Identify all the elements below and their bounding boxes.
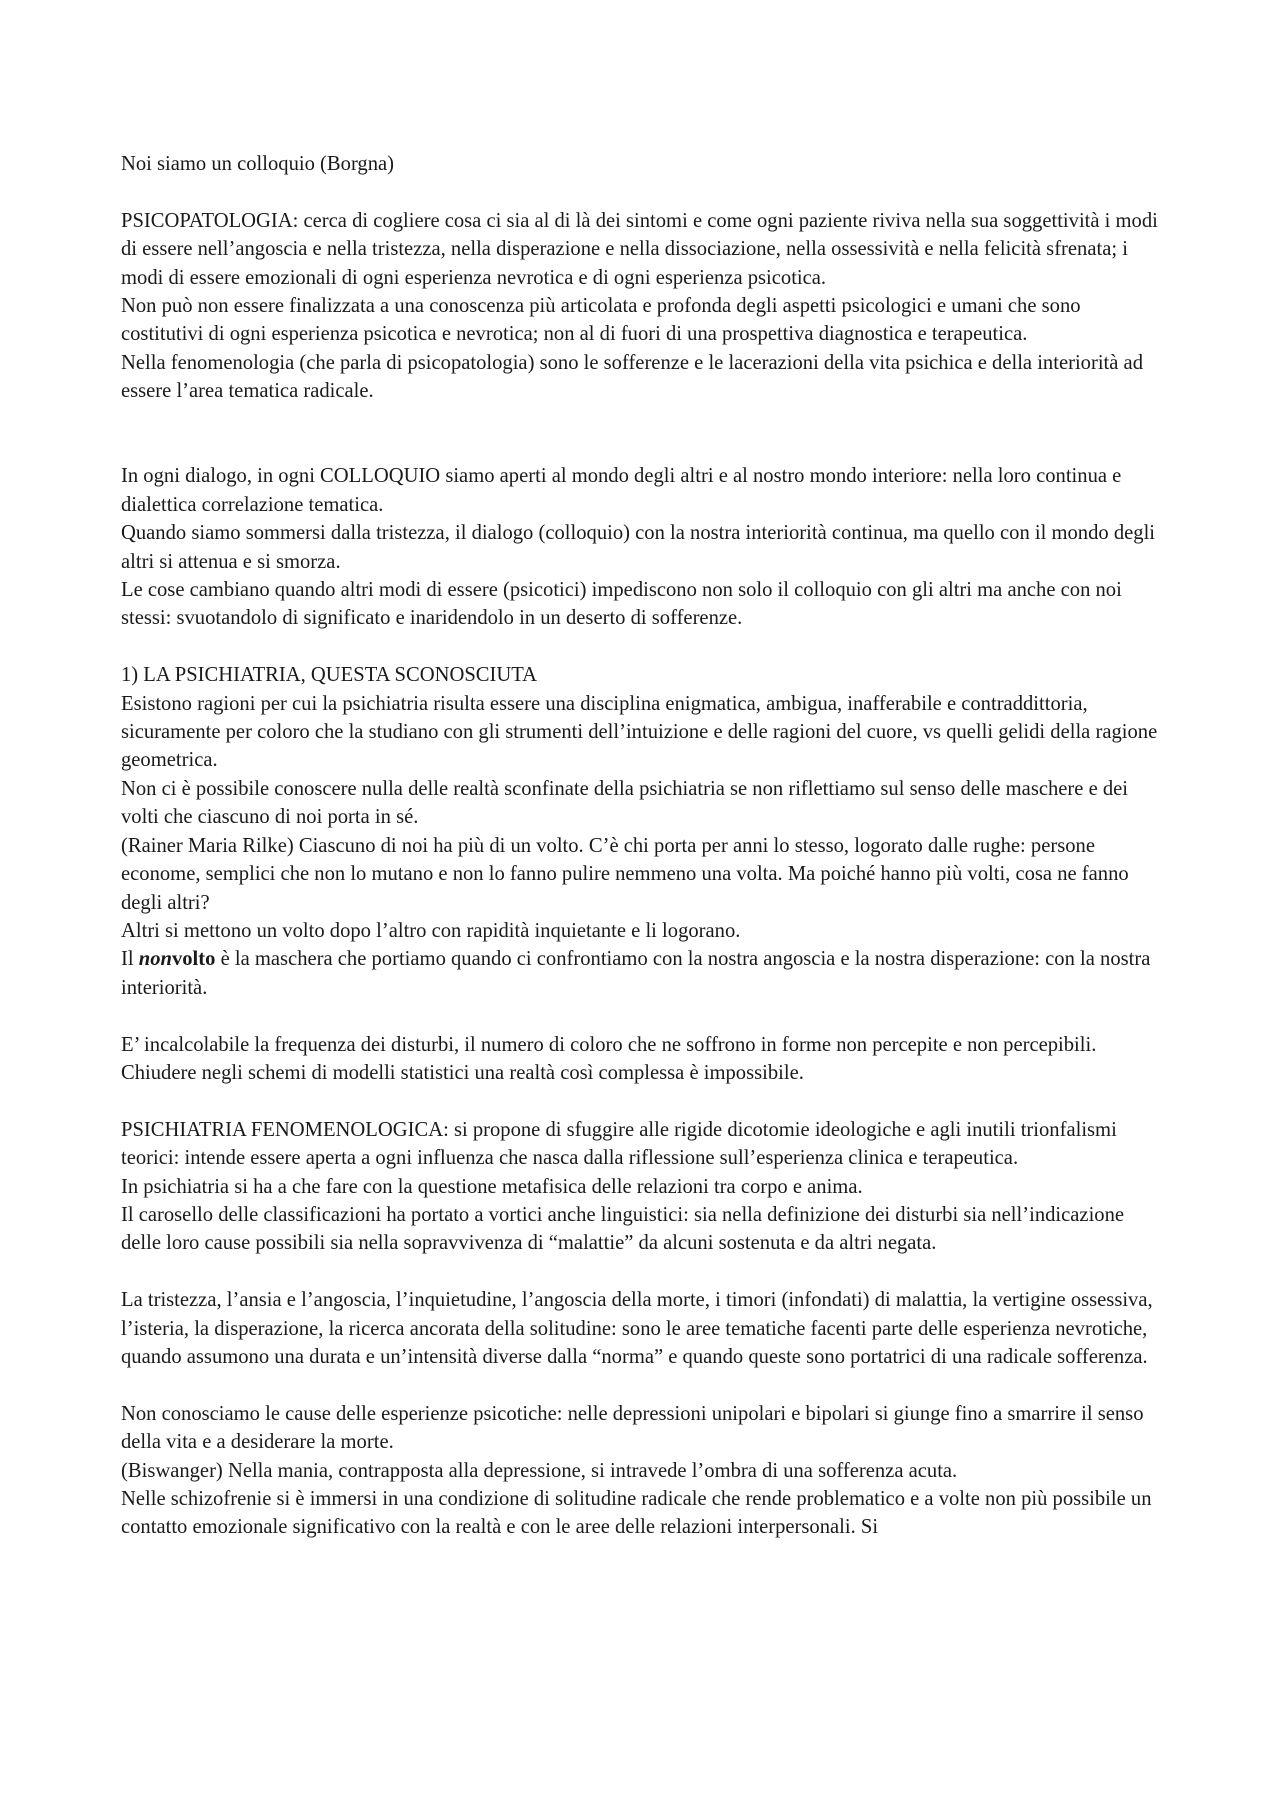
paragraph-cose: Le cose cambiano quando altri modi di essere (psicotici) impediscono non solo il colloquio con gli altri ma anche con noi stessi: svuotandolo di significato e inaridendolo in un deserto di sofferenze. [121, 579, 1122, 630]
paragraph-spacer [121, 633, 1161, 661]
paragraph-schizofrenie: Nelle schizofrenie si è immersi in una condizione di solitudine radicale che rende problematico e a volte non più possibile un contatto emozionale significativo con la realtà e con le aree delle relazioni interpersonali. Si [121, 1487, 1152, 1539]
paragraph-dialogo: In ogni dialogo, in ogni COLLOQUIO siamo aperti al mondo degli altri e al nostro mondo interiore: nella loro continua e dialettica correlazione tematica. [121, 465, 1122, 516]
nonvolto-term [139, 948, 216, 970]
paragraph-fenomenologica: PSICHIATRIA FENOMENOLOGICA: si propone di sfuggire alle rigide dicotomie ideologiche e agli inutili trionfalismi teorici: intende essere aperta a ogni influenza che nasca dalla riflessione sull’esperienza clinica e terapeutica. [121, 1118, 1117, 1170]
paragraph-spacer [121, 1371, 1161, 1399]
paragraph-maschere: Non ci è possibile conoscere nulla delle realtà sconfinate della psichiatria se non riflettiamo sul senso delle maschere e dei volti che ciascuno di noi porta in sé. [121, 777, 1129, 829]
nonvolto-term-italic: non [138, 948, 172, 971]
paragraph-rilke: (Rainer Maria Rilke) Ciascuno di noi ha più di un volto. C’è chi porta per anni lo stesso, logorato dalle rughe: persone econome, semplici che non lo mutano e non lo fanno pulire nemmeno una volta. Ma poiché hanno più volti, cosa ne fanno degli altri? [121, 834, 1129, 914]
paragraph-spacer [121, 1002, 1161, 1030]
paragraph-biswanger: (Biswanger) Nella mania, contrapposta alla depressione, si intravede l’ombra di una sofferenza acuta. [121, 1459, 958, 1482]
paragraph-cause: Non conosciamo le cause delle esperienze psicotiche: nelle depressioni unipolari e bipolari si giunge fino a smarrire il senso della vita e a desiderare la morte. [121, 1402, 1144, 1454]
paragraph-metafisica: In psichiatria si ha a che fare con la questione metafisica delle relazioni tra corpo e anima. [121, 1175, 863, 1198]
nonvolto-term-bold: volto [171, 948, 216, 971]
paragraph-altri: Altri si mettono un volto dopo l’altro con rapidità inquietante e li logorano. [121, 919, 741, 942]
paragraph-ansia: La tristezza, l’ansia e l’angoscia, l’inquietudine, l’angoscia della morte, i timori (infondati) di malattia, la vertigine ossessiva, l’isteria, la disperazione, la ricerca ancorata della solitudine: sono le aree tematiche facenti parte delle esperienza nevrotiche, quando assumono una durata e un’intensità diverse dalla “norma” e quando queste sono portatrici di una radicale sofferenza. [121, 1289, 1153, 1368]
paragraph-ragioni: Esistono ragioni per cui la psichiatria risulta essere una disciplina enigmatica, ambigua, inafferabile e contraddittoria, sicuramente per coloro che la studiano con gli strumenti dell’intuizione e delle ragioni del cuore, vs quelli gelidi della ragione geometrica. [121, 692, 1158, 772]
paragraph-psicopatologia: PSICOPATOLOGIA: cerca di cogliere cosa ci sia al di là dei sintomi e come ogni paziente riviva nella sua soggettività i modi di essere nell’angoscia e nella tristezza, nella disperazione e nella dissociazione, nella ossessività e nella felicità sfrenata; i modi di essere emozionali di ogni esperienza nevrotica e di ogni esperienza psicotica. [121, 209, 1158, 289]
paragraph-incalcolabile: E’ incalcolabile la frequenza dei disturbi, il numero di coloro che ne soffrono in forme non percepite e non percepibili. Chiudere negli schemi di modelli statistici una realtà così complessa è impossibile. [121, 1033, 1097, 1084]
section-heading: 1) LA PSICHIATRIA, QUESTA SCONOSCIUTA [121, 664, 538, 687]
document-title: Noi siamo un colloquio (Borgna) [121, 153, 395, 175]
paragraph-spacer [121, 178, 1161, 206]
paragraph-carosello: Il carosello delle classificazioni ha portato a vortici anche linguistici: sia nella definizione dei disturbi sia nell’indicazione delle loro cause possibili sia nella sopravvivenza di “malattie” da alcuni sostenuta e da altri negata. [121, 1203, 1125, 1255]
paragraph-fenomenologia: Nella fenomenologia (che parla di psicopatologia) sono le sofferenze e le lacerazioni della vita psichica e della interiorità ad essere l’area tematica radicale. [121, 351, 1143, 403]
paragraph-spacer [121, 406, 1161, 463]
nonvolto-prefix: Il [121, 948, 139, 971]
paragraph-spacer [121, 1087, 1161, 1115]
paragraph-tristezza: Quando siamo sommersi dalla tristezza, il dialogo (colloquio) con la nostra interiorità continua, ma quello con il mondo degli altri si attenua e si smorza. [121, 522, 1156, 573]
paragraph-non-puo: Non può non essere finalizzata a una conoscenza più articolata e profonda degli aspetti psicologici e umani che sono costitutivi di ogni esperienza psicotica e nevrotica; non al di fuori di una prospettiva diagnostica e terapeutica. [121, 295, 1081, 346]
nonvolto-rest: è la maschera che portiamo quando ci confrontiamo con la nostra angoscia e la nostra disperazione: con la nostra interiorità. [121, 948, 1151, 999]
paragraph-nonvolto [121, 945, 1161, 1002]
paragraph-spacer [121, 1258, 1161, 1286]
document-page [121, 150, 1161, 1542]
